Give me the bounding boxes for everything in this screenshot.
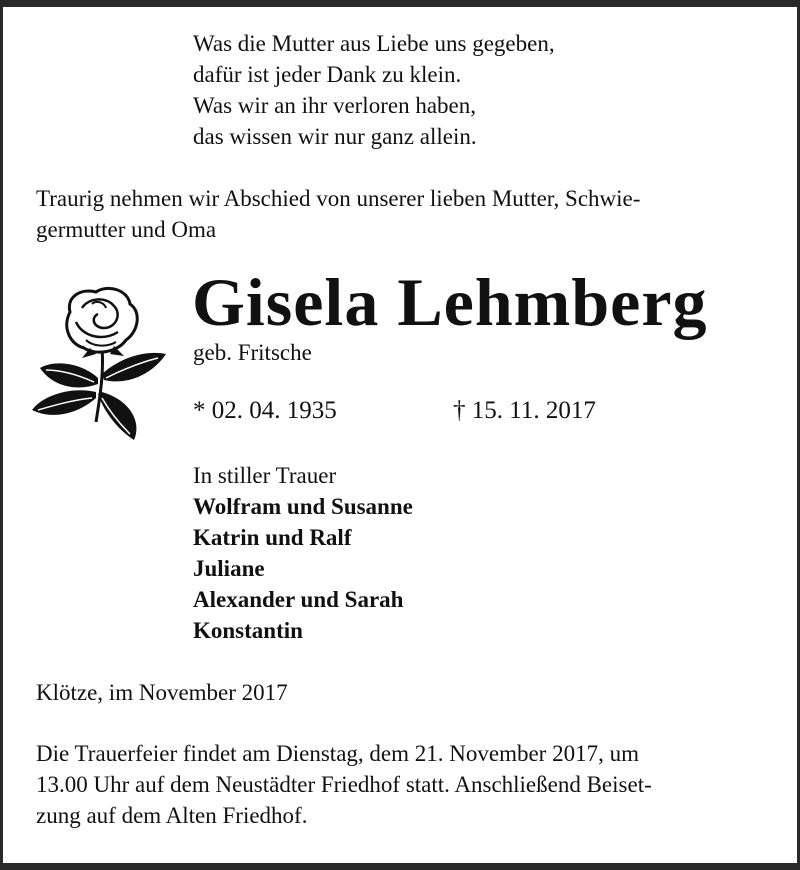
birth-name: geb. Fritsche bbox=[193, 340, 312, 365]
funeral-info bbox=[36, 738, 652, 831]
mourner-name: Alexander und Sarah bbox=[193, 587, 404, 612]
funeral-line: zung auf dem Alten Friedhof. bbox=[36, 803, 308, 828]
birth-date: * 02. 04. 1935 bbox=[193, 397, 337, 424]
intro-text bbox=[36, 183, 640, 245]
intro-line: Traurig nehmen wir Abschied von unserer lieben Mutter, Schwie- bbox=[36, 186, 641, 211]
mourner-name: Wolfram und Susanne bbox=[193, 494, 413, 519]
poem-line: Was die Mutter aus Liebe uns gegeben, bbox=[193, 31, 555, 56]
mourner-name: Konstantin bbox=[193, 618, 303, 643]
poem bbox=[193, 28, 555, 152]
funeral-line: 13.00 Uhr auf dem Neustädter Friedhof statt. Anschließend Beiset- bbox=[36, 772, 652, 797]
deceased-name: Gisela Lehmberg bbox=[192, 264, 708, 340]
poem-line: das wissen wir nur ganz allein. bbox=[193, 124, 477, 149]
mourner-name: Juliane bbox=[193, 556, 265, 581]
poem-line: dafür ist jeder Dank zu klein. bbox=[193, 62, 462, 87]
intro-line: germutter und Oma bbox=[36, 217, 217, 242]
funeral-line: Die Trauerfeier findet am Dienstag, dem 21. November 2017, um bbox=[36, 741, 639, 766]
mourners-heading: In stiller Trauer bbox=[193, 463, 337, 488]
mourner-name: Katrin und Ralf bbox=[193, 525, 352, 550]
rose-icon bbox=[30, 282, 170, 447]
death-date: † 15. 11. 2017 bbox=[453, 397, 596, 424]
poem-line: Was wir an ihr verloren haben, bbox=[193, 93, 476, 118]
mourners-block bbox=[193, 460, 413, 646]
place-date: Klötze, im November 2017 bbox=[36, 680, 288, 705]
